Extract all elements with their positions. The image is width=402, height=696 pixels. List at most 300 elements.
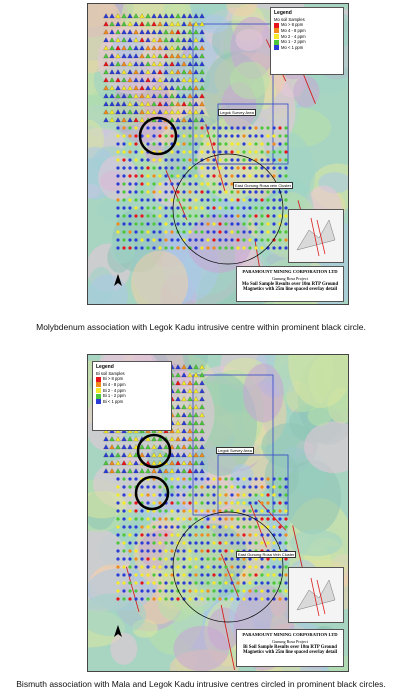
- sample-marker: [254, 222, 257, 225]
- sample-marker: [158, 174, 161, 177]
- sample-marker: [194, 190, 197, 193]
- sample-marker: [212, 150, 215, 153]
- sample-marker: [152, 525, 155, 528]
- legend: [92, 361, 172, 431]
- sample-marker: [200, 230, 203, 233]
- sample-marker: [128, 134, 131, 137]
- sample-marker: [230, 501, 233, 504]
- sample-marker: [140, 190, 143, 193]
- sample-marker: [200, 493, 203, 496]
- sample-marker: [200, 533, 203, 536]
- sample-marker: [284, 190, 287, 193]
- sample-marker: [176, 517, 179, 520]
- location-inset: [288, 209, 344, 263]
- sample-marker: [116, 557, 119, 560]
- sample-marker: [224, 533, 227, 536]
- sample-marker: [152, 485, 155, 488]
- sample-marker: [140, 174, 143, 177]
- sample-marker: [188, 238, 191, 241]
- sample-marker: [266, 509, 269, 512]
- sample-marker: [260, 158, 263, 161]
- sample-marker: [116, 493, 119, 496]
- sample-marker: [254, 238, 257, 241]
- sample-marker: [272, 246, 275, 249]
- sample-marker: [224, 501, 227, 504]
- sample-marker: [128, 557, 131, 560]
- sample-marker: [242, 126, 245, 129]
- sample-marker: [230, 158, 233, 161]
- sample-marker: [230, 541, 233, 544]
- sample-marker: [128, 246, 131, 249]
- sample-marker: [278, 493, 281, 496]
- sample-marker: [164, 541, 167, 544]
- sample-marker: [248, 222, 251, 225]
- sample-marker: [170, 158, 173, 161]
- sample-marker: [218, 557, 221, 560]
- sample-marker: [200, 557, 203, 560]
- sample-marker: [248, 493, 251, 496]
- sample-marker: [260, 126, 263, 129]
- sample-marker: [140, 238, 143, 241]
- sample-marker: [248, 230, 251, 233]
- sample-marker: [254, 214, 257, 217]
- sample-marker: [248, 142, 251, 145]
- sample-marker: [134, 549, 137, 552]
- legend-swatch: [96, 388, 101, 393]
- sample-marker: [116, 150, 119, 153]
- sample-marker: [278, 525, 281, 528]
- sample-marker: [236, 493, 239, 496]
- sample-marker: [212, 198, 215, 201]
- sample-marker: [170, 493, 173, 496]
- sample-marker: [278, 230, 281, 233]
- sample-marker: [212, 541, 215, 544]
- sample-marker: [212, 246, 215, 249]
- sample-marker: [200, 573, 203, 576]
- sample-marker: [260, 477, 263, 480]
- sample-marker: [224, 573, 227, 576]
- sample-marker: [194, 589, 197, 592]
- sample-marker: [200, 126, 203, 129]
- sample-marker: [224, 150, 227, 153]
- sample-marker: [158, 134, 161, 137]
- sample-marker: [260, 134, 263, 137]
- sample-marker: [242, 166, 245, 169]
- sample-marker: [122, 589, 125, 592]
- sample-marker: [194, 493, 197, 496]
- sample-marker: [194, 509, 197, 512]
- sample-marker: [188, 198, 191, 201]
- caption-bismuth: Bismuth association with Mala and Legok Kadu intrusive centres circled in prominent black circles.: [16, 679, 386, 689]
- sample-marker: [242, 493, 245, 496]
- sample-marker: [134, 238, 137, 241]
- sample-marker: [230, 166, 233, 169]
- sample-marker: [284, 501, 287, 504]
- sample-marker: [164, 246, 167, 249]
- sample-marker: [188, 126, 191, 129]
- sample-marker: [212, 493, 215, 496]
- sample-marker: [284, 174, 287, 177]
- sample-marker: [170, 501, 173, 504]
- sample-marker: [248, 477, 251, 480]
- sample-marker: [278, 158, 281, 161]
- sample-marker: [182, 493, 185, 496]
- sample-marker: [122, 174, 125, 177]
- project-name: Gunung Rosa Project: [272, 275, 308, 281]
- sample-marker: [140, 509, 143, 512]
- sample-marker: [266, 126, 269, 129]
- sample-marker: [266, 174, 269, 177]
- sample-marker: [218, 501, 221, 504]
- sample-marker: [194, 581, 197, 584]
- sample-marker: [134, 477, 137, 480]
- sample-marker: [266, 230, 269, 233]
- sample-marker: [212, 525, 215, 528]
- sample-marker: [122, 142, 125, 145]
- sample-marker: [212, 174, 215, 177]
- sample-marker: [224, 477, 227, 480]
- sample-marker: [260, 206, 263, 209]
- sample-marker: [278, 246, 281, 249]
- sample-marker: [116, 158, 119, 161]
- sample-marker: [116, 565, 119, 568]
- sample-marker: [158, 126, 161, 129]
- sample-marker: [122, 230, 125, 233]
- sample-marker: [152, 166, 155, 169]
- sample-marker: [218, 517, 221, 520]
- survey-area-label: Legok Survey Area: [220, 110, 254, 115]
- sample-marker: [242, 222, 245, 225]
- sample-marker: [164, 565, 167, 568]
- sample-marker: [260, 509, 263, 512]
- sample-marker: [236, 573, 239, 576]
- sample-marker: [146, 126, 149, 129]
- sample-marker: [152, 581, 155, 584]
- sample-marker: [242, 485, 245, 488]
- sample-marker: [248, 565, 251, 568]
- sample-marker: [284, 126, 287, 129]
- sample-marker: [236, 126, 239, 129]
- sample-marker: [242, 142, 245, 145]
- sample-marker: [248, 238, 251, 241]
- sample-marker: [284, 493, 287, 496]
- sample-marker: [260, 541, 263, 544]
- sample-marker: [200, 198, 203, 201]
- sample-marker: [242, 158, 245, 161]
- sample-marker: [122, 573, 125, 576]
- sample-marker: [134, 541, 137, 544]
- sample-marker: [254, 509, 257, 512]
- sample-marker: [266, 581, 269, 584]
- sample-marker: [140, 573, 143, 576]
- sample-marker: [194, 477, 197, 480]
- sample-marker: [134, 126, 137, 129]
- legend-swatch: [274, 40, 279, 45]
- sample-marker: [134, 150, 137, 153]
- sample-marker: [134, 246, 137, 249]
- sample-marker: [236, 190, 239, 193]
- sample-marker: [272, 477, 275, 480]
- sample-marker: [266, 142, 269, 145]
- sample-marker: [134, 525, 137, 528]
- sample-marker: [206, 549, 209, 552]
- sample-marker: [158, 501, 161, 504]
- project-name: Gunung Rosa Project: [272, 638, 308, 644]
- sample-marker: [116, 174, 119, 177]
- sample-marker: [278, 501, 281, 504]
- sample-marker: [146, 206, 149, 209]
- sample-marker: [140, 230, 143, 233]
- sample-marker: [134, 597, 137, 600]
- sample-marker: [236, 246, 239, 249]
- sample-marker: [152, 134, 155, 137]
- sample-marker: [116, 485, 119, 488]
- sample-marker: [200, 134, 203, 137]
- sample-marker: [134, 565, 137, 568]
- legend-title: Legend: [274, 10, 292, 16]
- sample-marker: [140, 597, 143, 600]
- sample-marker: [230, 525, 233, 528]
- sample-marker: [218, 198, 221, 201]
- sample-marker: [188, 533, 191, 536]
- sample-marker: [248, 126, 251, 129]
- sample-marker: [206, 142, 209, 145]
- sample-marker: [224, 597, 227, 600]
- sample-marker: [278, 477, 281, 480]
- sample-marker: [200, 477, 203, 480]
- sample-marker: [224, 246, 227, 249]
- sample-marker: [170, 485, 173, 488]
- sample-marker: [140, 158, 143, 161]
- legend-swatch: [274, 34, 279, 39]
- sample-marker: [176, 525, 179, 528]
- sample-marker: [194, 485, 197, 488]
- sample-marker: [272, 134, 275, 137]
- sample-marker: [206, 222, 209, 225]
- magnetics-blob: [290, 530, 343, 557]
- sample-marker: [212, 230, 215, 233]
- sample-marker: [206, 126, 209, 129]
- sample-marker: [170, 222, 173, 225]
- sample-marker: [200, 246, 203, 249]
- sample-marker: [128, 182, 131, 185]
- map-panel-bismuth: [87, 354, 349, 672]
- sample-marker: [272, 565, 275, 568]
- sample-marker: [218, 581, 221, 584]
- sample-marker: [230, 126, 233, 129]
- legend-item: Bi 2 - 4 ppm: [96, 388, 168, 394]
- sample-marker: [182, 509, 185, 512]
- sample-marker: [194, 573, 197, 576]
- sample-marker: [242, 246, 245, 249]
- sample-marker: [260, 150, 263, 153]
- sample-marker: [260, 573, 263, 576]
- sample-marker: [188, 501, 191, 504]
- sample-marker: [152, 238, 155, 241]
- sample-marker: [116, 477, 119, 480]
- sample-marker: [206, 565, 209, 568]
- sample-marker: [224, 589, 227, 592]
- legend-swatch: [96, 382, 101, 387]
- sample-marker: [152, 142, 155, 145]
- sample-marker: [164, 230, 167, 233]
- sample-marker: [230, 142, 233, 145]
- sample-marker: [194, 206, 197, 209]
- sample-marker: [206, 581, 209, 584]
- sample-marker: [242, 501, 245, 504]
- sample-marker: [134, 533, 137, 536]
- inset-map: [289, 210, 343, 262]
- sample-marker: [146, 597, 149, 600]
- sample-marker: [188, 493, 191, 496]
- sample-marker: [206, 557, 209, 560]
- sample-marker: [134, 581, 137, 584]
- sample-marker: [200, 525, 203, 528]
- sample-marker: [122, 517, 125, 520]
- sample-marker: [170, 182, 173, 185]
- sample-marker: [212, 517, 215, 520]
- sample-marker: [272, 541, 275, 544]
- legend-item: Mo 2 - 4 ppm: [274, 34, 340, 40]
- sample-marker: [134, 198, 137, 201]
- sample-marker: [146, 238, 149, 241]
- sample-marker: [284, 150, 287, 153]
- sample-marker: [158, 246, 161, 249]
- sample-marker: [182, 565, 185, 568]
- sample-marker: [158, 533, 161, 536]
- sample-marker: [242, 150, 245, 153]
- sample-marker: [284, 533, 287, 536]
- sample-marker: [146, 581, 149, 584]
- sample-marker: [122, 222, 125, 225]
- sample-marker: [128, 493, 131, 496]
- sample-marker: [122, 134, 125, 137]
- sample-marker: [236, 198, 239, 201]
- sample-marker: [176, 246, 179, 249]
- sample-marker: [242, 198, 245, 201]
- sample-marker: [224, 182, 227, 185]
- sample-marker: [188, 557, 191, 560]
- sample-marker: [194, 517, 197, 520]
- sample-marker: [230, 198, 233, 201]
- sample-marker: [254, 174, 257, 177]
- sample-marker: [230, 206, 233, 209]
- sample-marker: [152, 230, 155, 233]
- sample-marker: [212, 222, 215, 225]
- sample-marker: [146, 565, 149, 568]
- sample-marker: [236, 477, 239, 480]
- sample-marker: [254, 150, 257, 153]
- sample-marker: [260, 214, 263, 217]
- sample-marker: [128, 589, 131, 592]
- sample-marker: [182, 126, 185, 129]
- sample-marker: [266, 517, 269, 520]
- sample-marker: [176, 597, 179, 600]
- sample-marker: [194, 533, 197, 536]
- sample-marker: [158, 493, 161, 496]
- sample-marker: [212, 509, 215, 512]
- sample-marker: [200, 485, 203, 488]
- sample-marker: [224, 166, 227, 169]
- sample-marker: [176, 509, 179, 512]
- sample-marker: [278, 166, 281, 169]
- sample-marker: [164, 206, 167, 209]
- legend-item: Mo > 8 ppm: [274, 22, 340, 28]
- sample-marker: [248, 597, 251, 600]
- sample-marker: [116, 525, 119, 528]
- sample-marker: [218, 166, 221, 169]
- sample-marker: [206, 214, 209, 217]
- sample-marker: [278, 597, 281, 600]
- caption-molybdenum: Molybdenum association with Legok Kadu intrusive centre within prominent black circle.: [36, 322, 366, 332]
- sample-marker: [224, 238, 227, 241]
- sample-marker: [146, 134, 149, 137]
- sample-marker: [194, 549, 197, 552]
- sample-marker: [194, 501, 197, 504]
- sample-marker: [152, 198, 155, 201]
- sample-marker: [134, 158, 137, 161]
- sample-marker: [206, 246, 209, 249]
- sample-marker: [284, 134, 287, 137]
- sample-marker: [188, 485, 191, 488]
- sample-marker: [212, 533, 215, 536]
- sample-marker: [146, 533, 149, 536]
- sample-marker: [200, 238, 203, 241]
- sample-marker: [218, 182, 221, 185]
- sample-marker: [218, 549, 221, 552]
- sample-marker: [218, 158, 221, 161]
- map-description: Bi Soil Sample Results over 10m RTP Ground Magnetics with 25m line spaced overlay detail: [242, 644, 338, 656]
- sample-marker: [134, 557, 137, 560]
- sample-marker: [248, 206, 251, 209]
- legend-item: Bi > 8 ppm: [96, 376, 168, 382]
- sample-marker: [140, 549, 143, 552]
- sample-marker: [272, 589, 275, 592]
- magnetics-blob: [236, 29, 263, 51]
- sample-marker: [242, 565, 245, 568]
- sample-marker: [200, 142, 203, 145]
- sample-marker: [206, 230, 209, 233]
- sample-marker: [116, 222, 119, 225]
- sample-marker: [266, 198, 269, 201]
- sample-marker: [206, 501, 209, 504]
- sample-marker: [152, 206, 155, 209]
- sample-marker: [188, 190, 191, 193]
- sample-marker: [164, 158, 167, 161]
- sample-marker: [122, 597, 125, 600]
- sample-marker: [134, 573, 137, 576]
- sample-marker: [128, 485, 131, 488]
- sample-marker: [212, 477, 215, 480]
- sample-marker: [254, 142, 257, 145]
- sample-marker: [122, 565, 125, 568]
- sample-marker: [236, 533, 239, 536]
- sample-marker: [176, 533, 179, 536]
- sample-marker: [224, 190, 227, 193]
- sample-marker: [242, 509, 245, 512]
- sample-marker: [224, 206, 227, 209]
- sample-marker: [116, 206, 119, 209]
- sample-marker: [266, 597, 269, 600]
- sample-marker: [236, 589, 239, 592]
- sample-marker: [260, 597, 263, 600]
- sample-marker: [230, 557, 233, 560]
- sample-marker: [206, 517, 209, 520]
- sample-marker: [170, 166, 173, 169]
- sample-marker: [140, 493, 143, 496]
- sample-marker: [272, 493, 275, 496]
- sample-marker: [152, 501, 155, 504]
